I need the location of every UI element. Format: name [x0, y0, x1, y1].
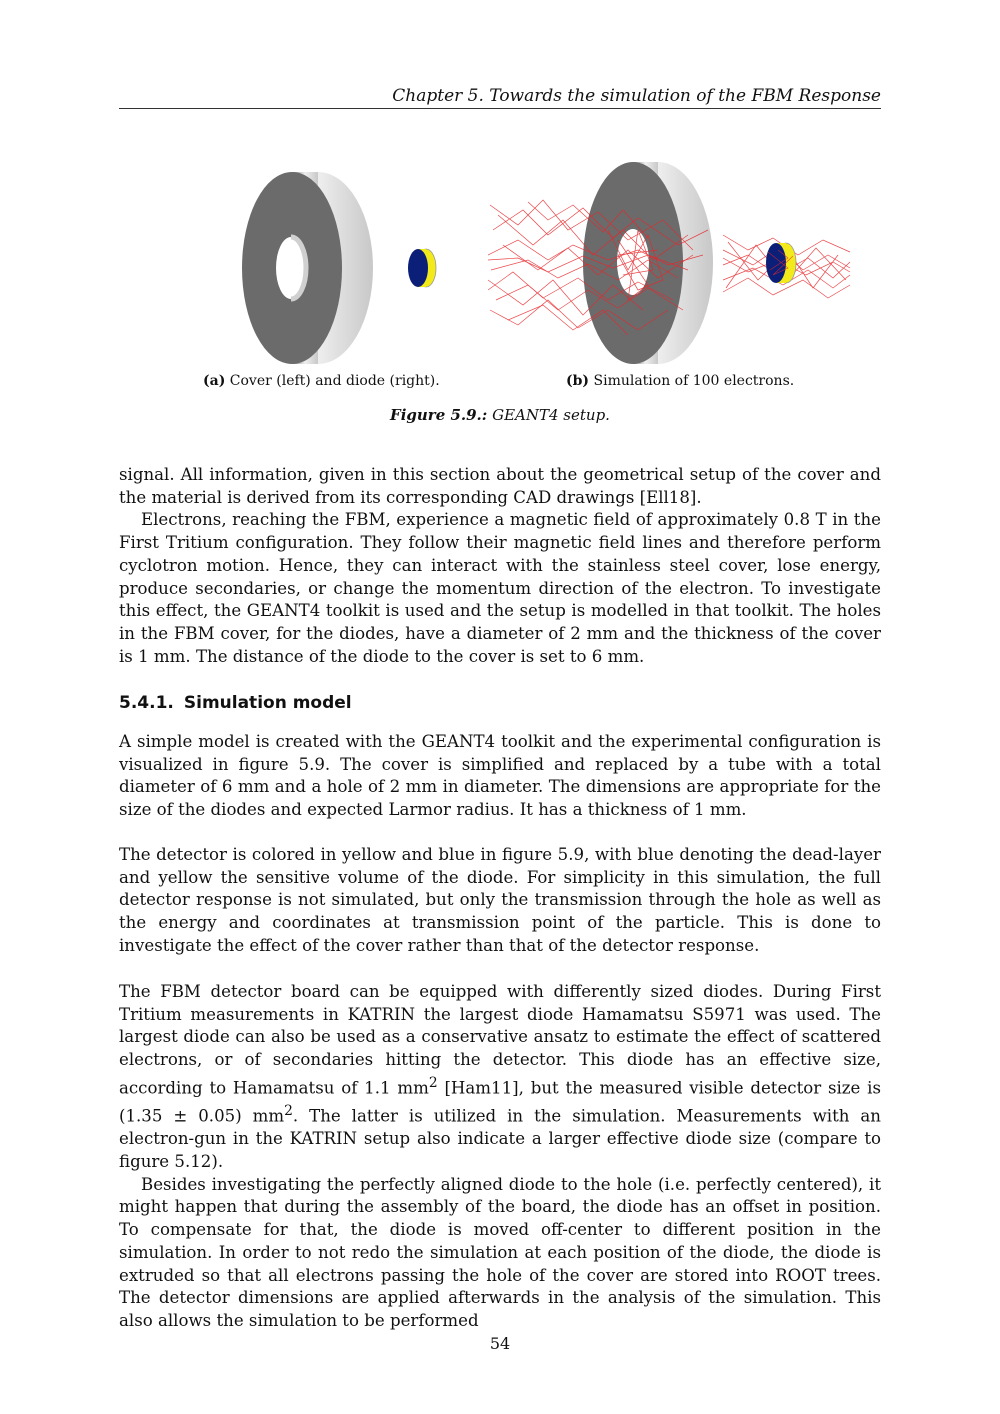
running-header: Chapter 5. Towards the simulation of the FBM Response [392, 86, 881, 106]
subfigure-b-image [488, 160, 858, 370]
superscript: 2 [284, 1103, 293, 1120]
subfigure-b-caption [566, 372, 794, 390]
text-block-1 [119, 464, 881, 668]
figure-caption-label: Figure 5.9.: [390, 406, 488, 424]
paragraph-5 [119, 981, 881, 1174]
paragraph-3-block [119, 731, 881, 822]
diode [408, 249, 436, 287]
paragraph-2: Electrons, reaching the FBM, experience a magnetic field of approximately 0.8 T in the First Tritium configuration. They follow their magnetic field lines and therefore perform cyclotron motion. Hence, they can interact with the stainless steel cover, lose energy, produce secondaries, or change the momentum direction of the electron. To investigate this effect, the GEANT4 toolkit is used and the setup is modelled in that toolkit. The holes in the FBM cover, for the diodes, have a diameter of 2 mm and the thickness of the cover is 1 mm. The distance of the diode to the cover is set to 6 mm. [119, 510, 881, 666]
paragraph-3: A simple model is created with the GEANT4 toolkit and the experimental configuration is visualized in figure 5.9. The cover is simplified and replaced by a tube with a total diameter of 6 mm and a hole of 2 mm in diameter. The dimensions are appropriate for the size of the diodes and expected Larmor radius. It has a thickness of 1 mm. [119, 732, 881, 820]
text-block-5 [119, 981, 881, 1333]
paragraph-5-part-a: The FBM detector board can be equipped with differently sized diodes. During First Tritium measurements in KATRIN the largest diode Hamamatsu S5971 was used. The largest diode can also be used as a conservative ansatz to estimate the effect of scattered electrons, or of secondaries hitting the detector. This diode has an effective size, according to Hamamatsu of 1.1 mm [119, 982, 881, 1098]
paragraph-1: signal. All information, given in this section about the geometrical setup of the cover and the material is derived from its corresponding CAD drawings [Ell18]. [119, 465, 881, 507]
section-number: 5.4.1. [119, 693, 174, 713]
superscript: 2 [428, 1074, 438, 1091]
figure-caption [119, 406, 881, 424]
paragraph-4: The detector is colored in yellow and blue in figure 5.9, with blue denoting the dead-layer and yellow the sensitive volume of the diode. For simplicity in this simulation, the full detector response is not simulated, but only the transmission through the hole as well as the energy and coordinates at transmission point of the particle. This is done to investigate the effect of the cover rather than that of the detector response. [119, 845, 881, 955]
subfigure-b-label: (b) [566, 373, 590, 389]
paragraph-6: Besides investigating the perfectly aligned diode to the hole (i.e. perfectly centered), it might happen that during the assembly of the board, the diode has an offset in position. To compensate for that, the diode is moved off-center to different position in the simulation. In order to not redo the simulation at each position of the diode, the diode is extruded so that all electrons passing the hole of the cover are stored into ROOT trees. The detector dimensions are applied afterwards in the analysis of the simulation. This also allows the simulation to be performed [119, 1174, 881, 1330]
header-rule [119, 108, 881, 109]
section-title: Simulation model [183, 693, 352, 713]
cover-disk [583, 162, 713, 364]
section-heading [119, 693, 881, 713]
subfigure-a-caption [203, 372, 440, 390]
subfigure-b-caption-text: Simulation of 100 electrons. [593, 373, 795, 389]
subfigure-a-caption-text: Cover (left) and diode (right). [229, 373, 440, 389]
cover-disk [242, 172, 373, 364]
figure-caption-text: GEANT4 setup. [492, 406, 610, 424]
paragraph-4-block [119, 844, 881, 958]
paragraph-5-part-c: . The latter is utilized in the simulation. Measurements with an electron-gun in the KATRIN setup also indicate a larger effective diode size (compare to figure 5.12). [119, 1106, 881, 1171]
paragraph-5-part-b: [Ham11], but the measured visible detector size is (1.35 ± 0.05) mm [119, 1078, 881, 1126]
page-number: 54 [489, 1334, 511, 1353]
subfigure-a-label: (a) [203, 373, 226, 389]
subfigure-a-image [230, 165, 460, 370]
